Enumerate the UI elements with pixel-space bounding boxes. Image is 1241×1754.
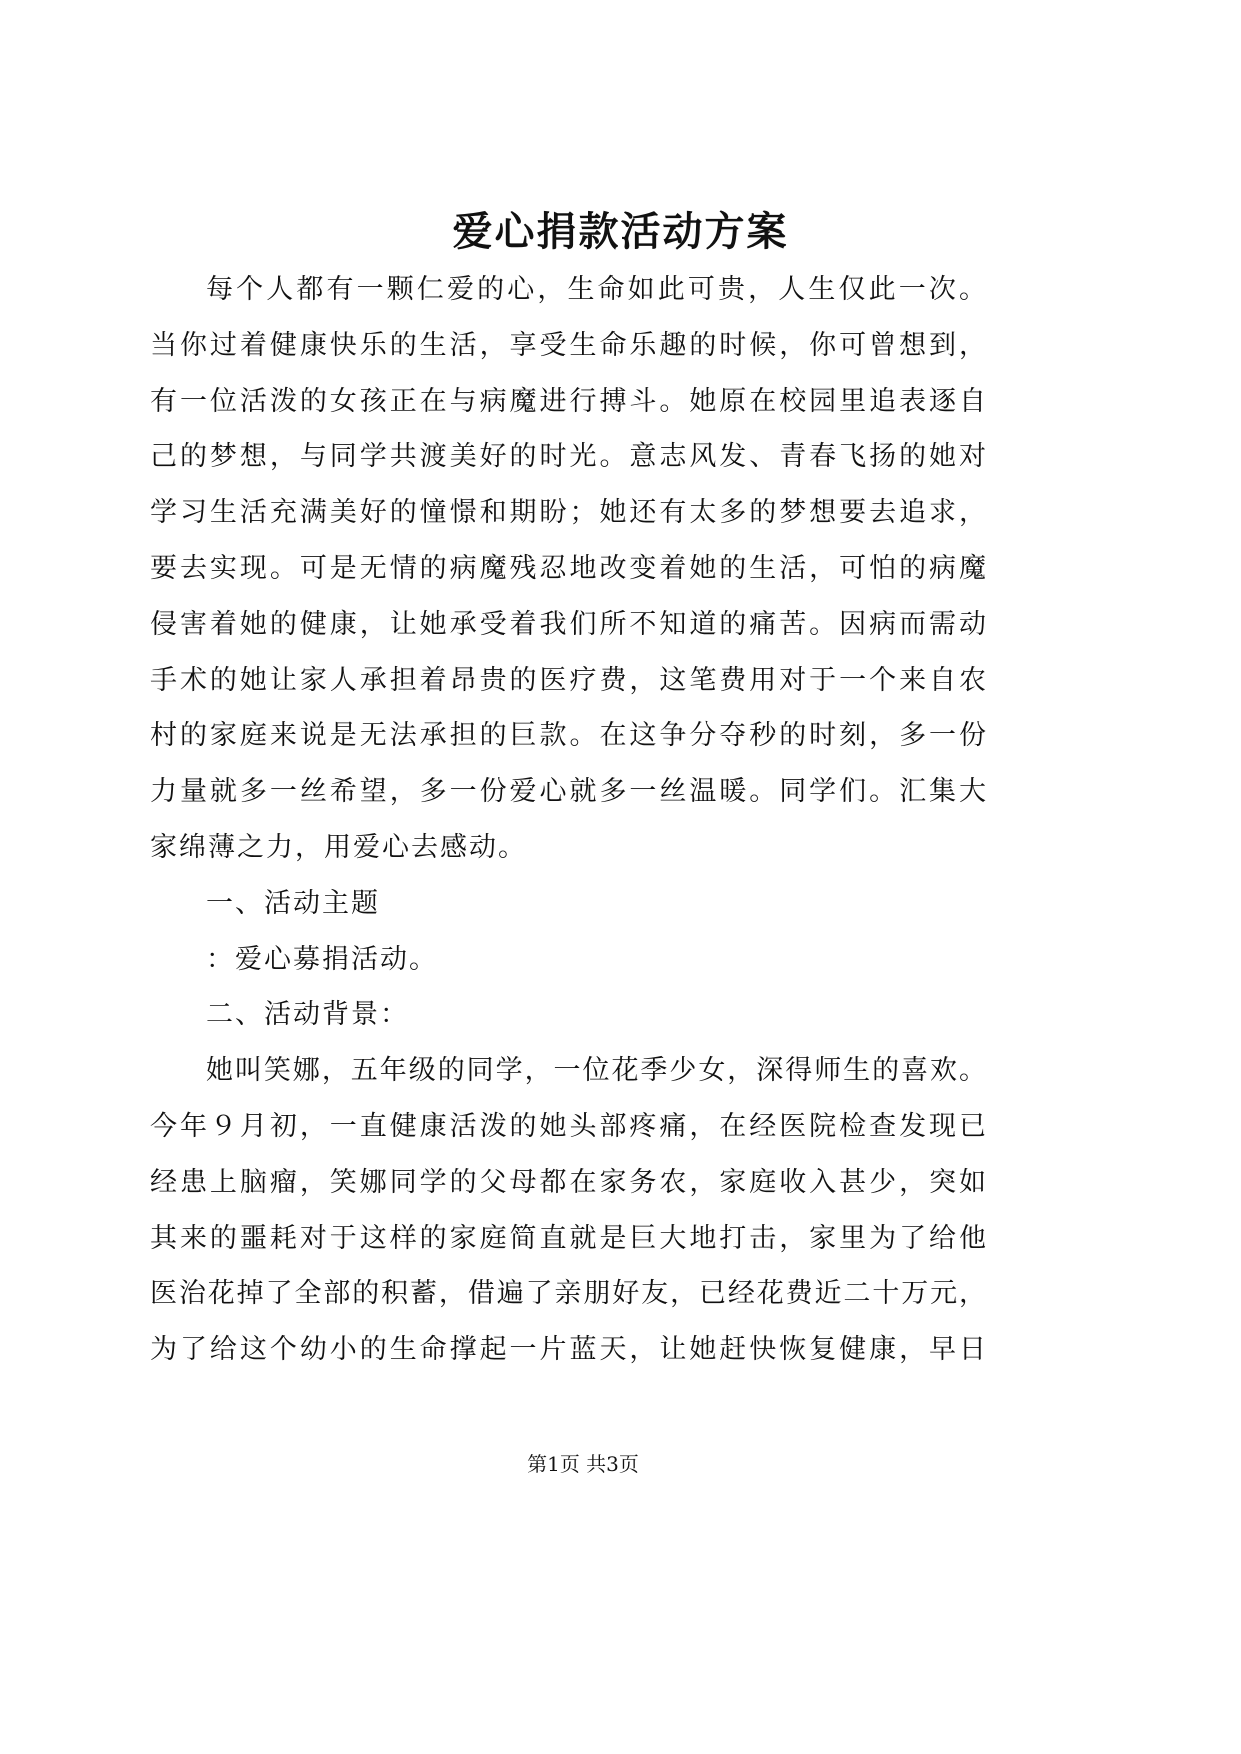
page-footer: 第1页 共3页	[527, 1452, 639, 1476]
text-line: ：爱心募捐活动。	[206, 943, 438, 975]
text-line: 她叫笑娜，五年级的同学，一位花季少女，深得师生的喜欢。	[206, 1055, 986, 1087]
text-line: 村的家庭来说是无法承担的巨款。在这争分夺秒的时刻，多一份	[150, 720, 986, 752]
document-title: 爱心捐款活动方案	[452, 208, 789, 255]
text-line: 己的梦想，与同学共渡美好的时光。意志风发、青春飞扬的她对	[150, 441, 986, 473]
text-line: 家绵薄之力，用爱心去感动。	[150, 831, 527, 863]
text-line: 医治花掉了全部的积蓄，借遍了亲朋好友，已经花费近二十万元，	[150, 1278, 986, 1310]
text-line: 今年９月初，一直健康活泼的她头部疼痛，在经医院检查发现已	[150, 1110, 986, 1142]
document-body	[150, 262, 986, 1378]
text-line: 一、活动主题	[206, 887, 380, 919]
text-line: 有一位活泼的女孩正在与病魔进行搏斗。她原在校园里追表逐自	[150, 385, 986, 417]
text-line: 侵害着她的健康，让她承受着我们所不知道的痛苦。因病而需动	[150, 608, 986, 640]
text-line: 为了给这个幼小的生命撑起一片蓝天，让她赶快恢复健康，早日	[150, 1334, 986, 1366]
text-line: 力量就多一丝希望，多一份爱心就多一丝温暖。同学们。汇集大	[150, 776, 986, 808]
text-line: 学习生活充满美好的憧憬和期盼；她还有太多的梦想要去追求，	[150, 497, 986, 529]
text-line: 手术的她让家人承担着昂贵的医疗费，这笔费用对于一个来自农	[150, 664, 986, 696]
text-line: 其来的噩耗对于这样的家庭简直就是巨大地打击，家里为了给他	[150, 1222, 986, 1254]
text-line: 当你过着健康快乐的生活，享受生命乐趣的时候，你可曾想到，	[150, 329, 986, 361]
text-line: 二、活动背景：	[206, 999, 409, 1031]
text-line: 要去实现。可是无情的病魔残忍地改变着她的生活，可怕的病魔	[150, 552, 986, 584]
text-line: 每个人都有一颗仁爱的心，生命如此可贵，人生仅此一次。	[206, 274, 986, 305]
text-line: 经患上脑瘤，笑娜同学的父母都在家务农，家庭收入甚少，突如	[150, 1166, 986, 1198]
